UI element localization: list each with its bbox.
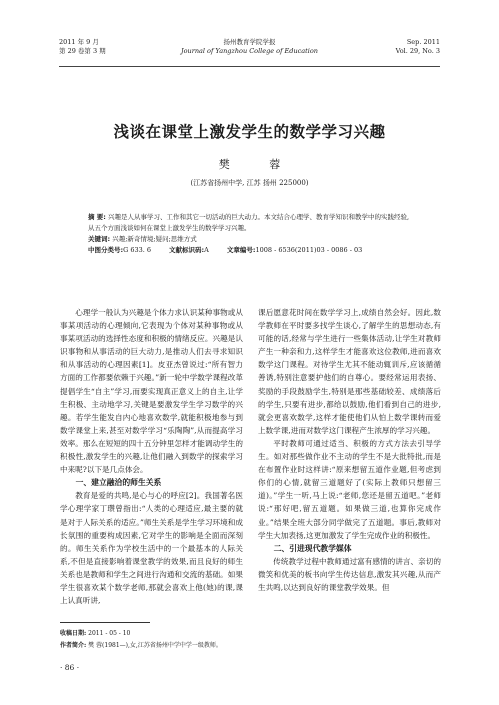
running-header — [59, 38, 440, 64]
abstract-text: 兴趣是人从事学习、工作和其它一切活动的巨大动力。本文结合心理学、教育学知识和教学中的实践经验,从五个方面浅谈如何在课堂上激发学生的数学学习兴趣。 — [88, 213, 410, 232]
keywords — [88, 234, 411, 245]
left-column — [60, 306, 243, 607]
keywords-text: 兴趣;新奇情境;疑问;思维方式 — [112, 235, 197, 243]
section-heading: 二、引进现代教学媒体 — [273, 543, 352, 553]
document-code: 文献标识码:A — [169, 246, 209, 254]
abstract-block — [88, 212, 411, 256]
footnote-divider — [60, 622, 150, 623]
header-center — [59, 38, 440, 56]
body-paragraph: 教育是爱的共鸣,是心与心的呼应[2]。我国著名医学心理学家丁瓒曾指出:“人类的心理适应,最主要的就是对于人际关系的适应。”师生关系是学生学习环境和成长氛围的重要构成因素,它对学生的影响是全面而深刻的。师生关系作为学校生活中的一个最基本的人际关系,不但是直接影响着课堂教学的效果,而且良好的师生关系也是教师和学生之间进行沟通和交流的基础。如果学生很喜欢某个数学老师,那就会喜欢上他(她)的课,课上认真听讲, — [60, 491, 243, 606]
section-heading: 一、建立融洽的师生关系 — [75, 478, 162, 488]
footnote — [60, 628, 439, 652]
body-paragraph: 课后愿意花时间在数学学习上,成绩自然会好。因此,数学教师在平时要多找学生谈心,了解学生的思想动态,有可能的话,经常与学生进行一些集体活动,让学生对教师产生一种亲和力,这样学生才能喜欢这位教师,进而喜欢数学这门课程。对待学生尤其不能动辄训斥,应该循循善诱,特别注意要护他们的自尊心。要经常运用表扬、奖励的手段鼓励学生,特别是那些基础较差、成绩落后的学生,只要有进步,都给以鼓励,他们看到自己的进步,就会更喜欢数学,这样才能使他们从怕上数学课转而爱上数学课,进而对数学这门课程产生浓厚的学习兴趣。 — [258, 308, 441, 435]
author-name: 樊 蓉 — [218, 158, 299, 171]
abstract — [88, 212, 411, 234]
classification-line — [88, 245, 411, 256]
clc-number: 中图分类号:G 633. 6 — [88, 246, 152, 254]
issue-date-en: Sep. 2011 — [406, 38, 440, 46]
body-paragraph: 传统教学过程中教师通过富有感情的讲言、亲切的微笑和优美的板书向学生传达信息,激发其兴趣,从而产生共鸣,以达到良好的课堂教学效果。但 — [258, 556, 441, 592]
article-number: 文章编号:1008 - 6536(2011)03 - 0086 - 03 — [226, 246, 363, 254]
volume-issue-en: Vol. 29, No. 3 — [395, 47, 440, 55]
article-title: 浅谈在课堂上激发学生的数学学习兴趣 — [113, 123, 386, 141]
received-date: 收稿日期: 2011 - 05 - 10 — [60, 630, 131, 637]
abstract-label: 摘 要: — [88, 213, 106, 221]
journal-name-cn: 扬州教育学院学报 — [223, 38, 276, 46]
author-bio: 作者简介: 樊 蓉(1981—),女,江苏省扬州中学中学一级教师。 — [60, 642, 222, 649]
header-right — [396, 38, 440, 56]
volume-issue: 第 29 卷第 3 期 — [59, 47, 106, 55]
issue-date: 2011 年 9 月 — [59, 38, 99, 46]
journal-name-en: Journal of Yangzhou College of Education — [181, 47, 318, 55]
keywords-label: 关键词: — [88, 235, 111, 243]
right-column — [258, 306, 441, 594]
body-paragraph: 心理学一般认为兴趣是个体力求认识某种事物或从事某项活动的心理倾向,它表现为个体对某种事物或从事某项活动的选择性态度和积极的情绪反应。兴趣是认识事物和从事活动的巨大动力,是推动人们去寻求知识和从事活动的心理因素[1]。皮亚杰曾说过:“所有智力方面的工作都要依赖于兴趣。”新一轮中学数学课程改革提倡学生“自主”学习,而要实现真正意义上的自主,让学生积极、主动地学习,关键是要激发学生学习数学的兴趣。若学生能发自内心地喜欢数学,就能积极地参与到数学课堂上来,甚至对数学学习“乐陶陶”,从而提高学习效率。那么在短短的四十五分钟里怎样才能调动学生的积极性,激发学生的兴趣,让他们融入到数学的探索学习中来呢?以下是几点体会。 — [60, 308, 243, 475]
header-divider — [59, 66, 440, 67]
page-number: · 86 · — [60, 663, 80, 672]
body-paragraph: 平时教师可通过适当、积极的方式方法去引导学生。如对那些做作业不主动的学生不是大批特批,而是在布置作业时这样讲:“原来想留五道作业题,但考虑到你们的心情,就留三道题好了(实际上教师只想留三道)。”学生一听,马上说:“老师,您还是留五道吧。”老师说:“那好吧,留五道题。如果做三道,也算你完成作业。”结果全班大部分同学做完了五道题。事后,教师对学生大加表扬,这更加激发了学生完成作业的积极性。 — [258, 438, 441, 540]
author-affiliation: (江苏省扬州中学, 江苏 扬州 225000) — [190, 179, 309, 187]
